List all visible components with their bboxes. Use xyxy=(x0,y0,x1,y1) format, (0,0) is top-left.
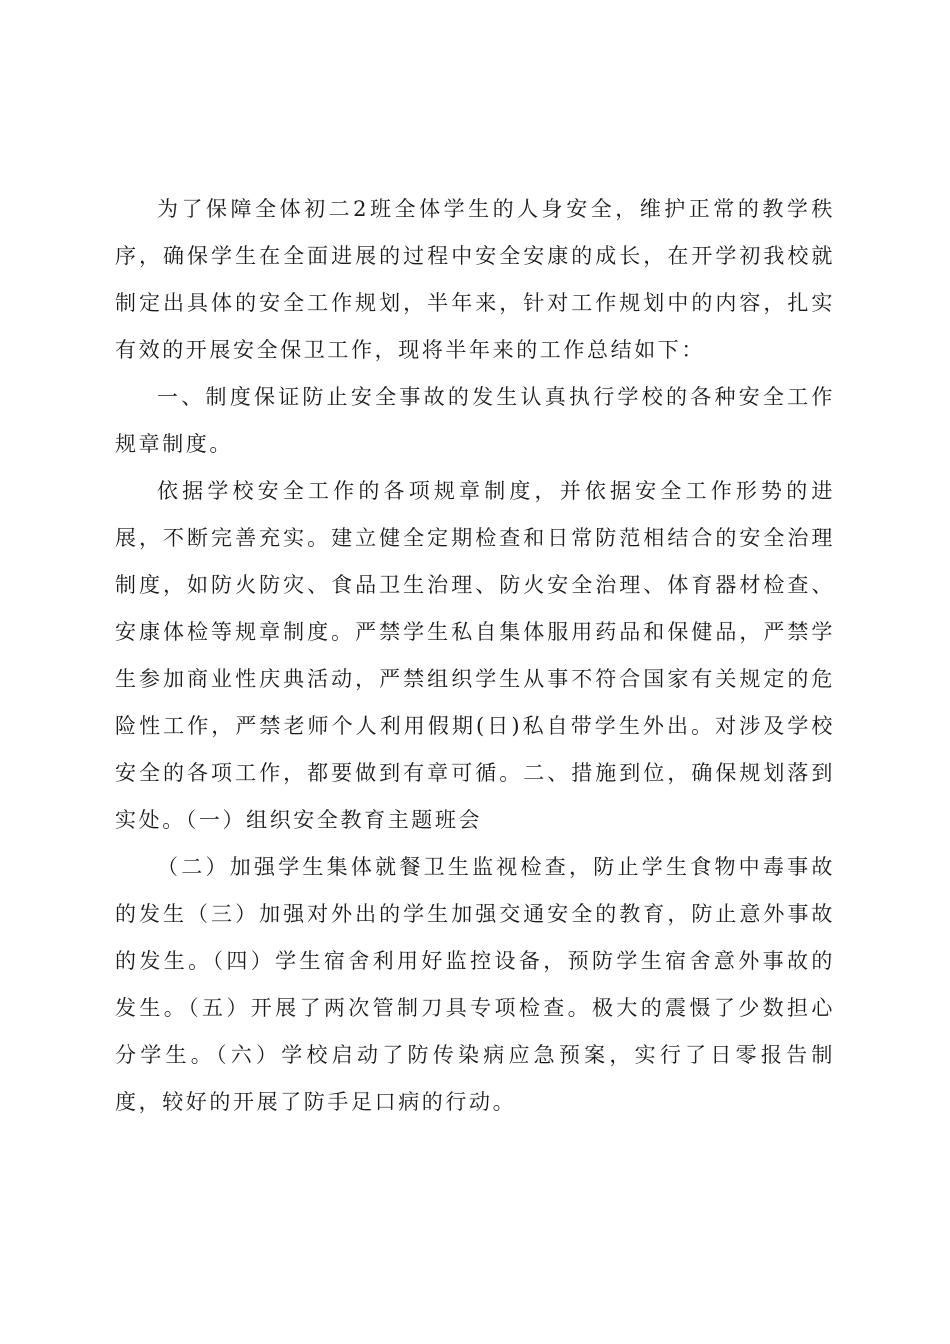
paragraph-intro: 为了保障全体初二2班全体学生的人身安全，维护正常的教学秩序，确保学生在全面进展的过程中安全安康的成长，在开学初我校就制定出具体的安全工作规划，半年来，针对工作规划中的内容，扎实有效的开展安全保卫工作，现将半年来的工作总结如下： xyxy=(115,197,835,362)
paragraph-section-one-heading: 一、制度保证防止安全事故的发生认真执行学校的各种安全工作规章制度。 xyxy=(115,385,835,456)
paragraph-measures: （二）加强学生集体就餐卫生监视检查，防止学生食物中毒事故的发生（三）加强对外出的学生加强交通安全的教育，防止意外事故的发生。（四）学生宿舍利用好监控设备，预防学生宿舍意外事故的发生。（五）开展了两次管制刀具专项检查。极大的震慑了少数担心分学生。（六）学校启动了防传染病应急预案，实行了日零报告制度，较好的开展了防手足口病的行动。 xyxy=(115,855,835,1114)
paragraph-regulations: 依据学校安全工作的各项规章制度，并依据安全工作形势的进展，不断完善充实。建立健全定期检查和日常防范相结合的安全治理制度，如防火防灾、食品卫生治理、防火安全治理、体育器材检查、安康体检等规章制度。严禁学生私自集体服用药品和保健品，严禁学生参加商业性庆典活动，严禁组织学生从事不符合国家有关规定的危险性工作，严禁老师个人利用假期(日)私自带学生外出。对涉及学校安全的各项工作，都要做到有章可循。二、措施到位，确保规划落到实处。（一）组织安全教育主题班会 xyxy=(115,479,835,832)
document-body xyxy=(115,186,835,1126)
